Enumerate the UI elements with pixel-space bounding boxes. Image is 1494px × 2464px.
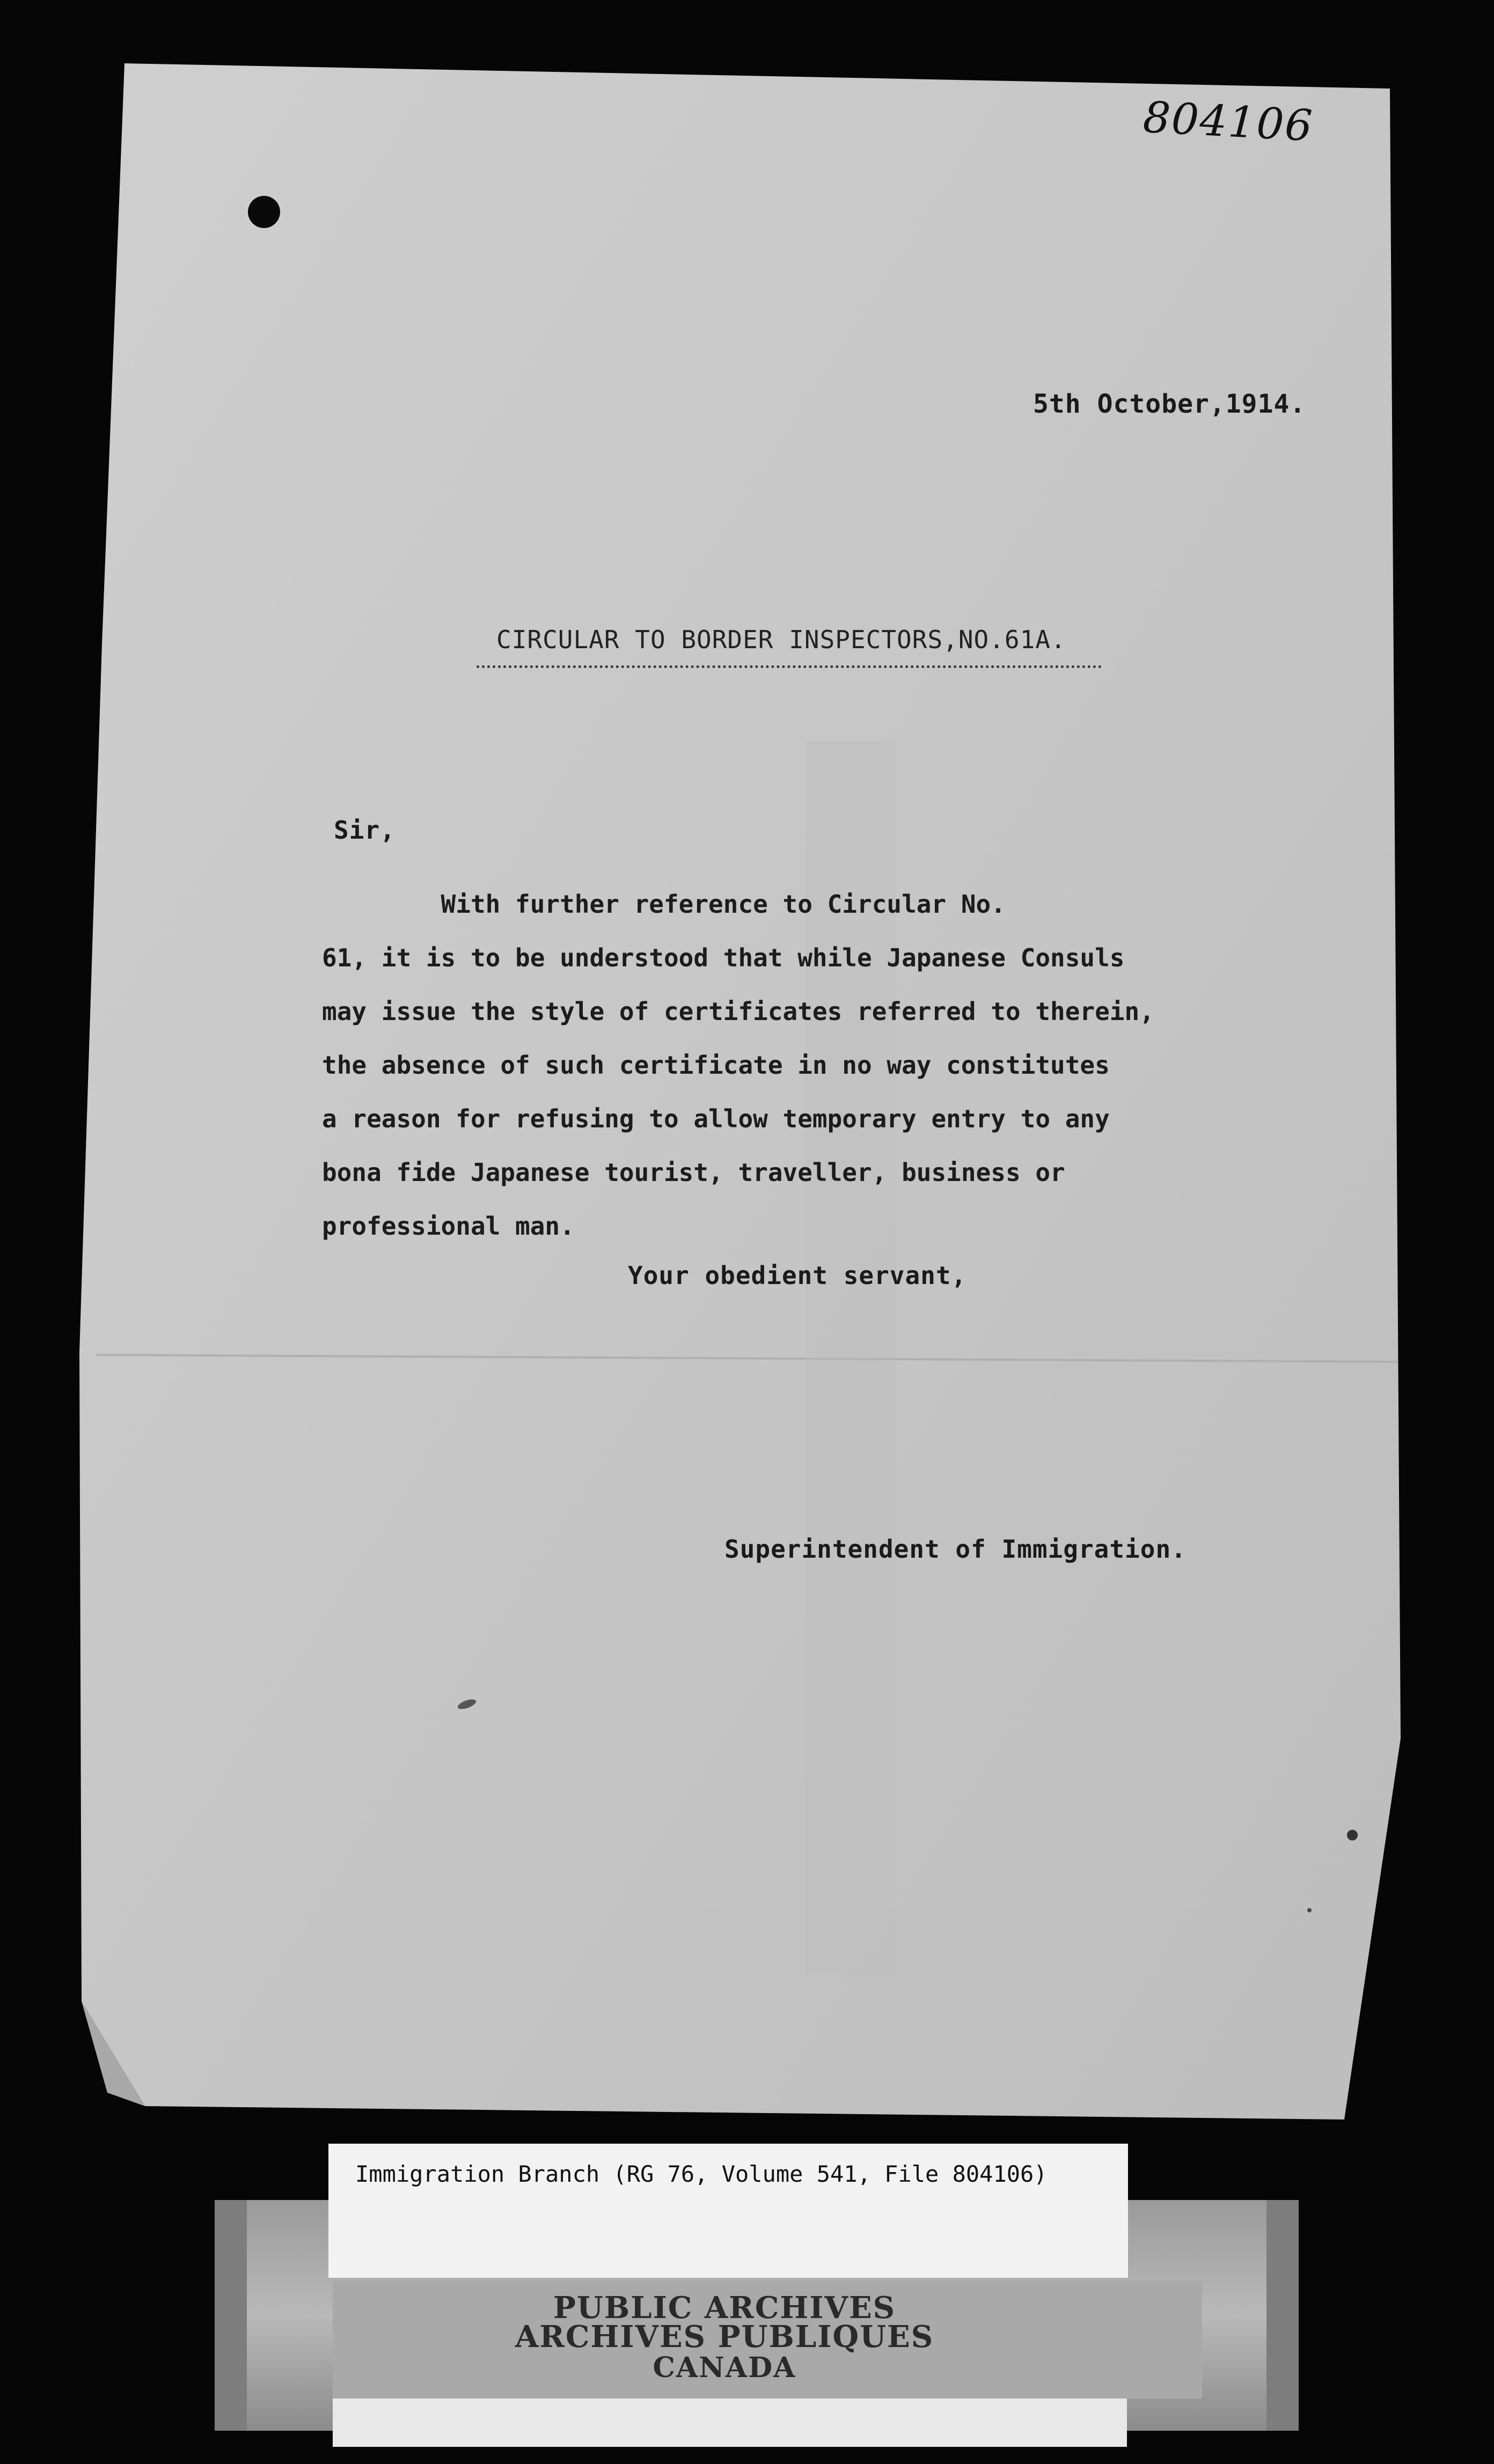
title-underline bbox=[477, 665, 1102, 668]
body-line: the absence of such certificate in no way constitutes bbox=[322, 1051, 1110, 1080]
body-line: With further reference to Circular No. bbox=[322, 890, 1006, 919]
body-line: 61, it is to be understood that while Japanese Consuls bbox=[322, 943, 1125, 972]
stamp-line-public-archives: PUBLIC ARCHIVES bbox=[553, 2290, 896, 2326]
circular-title: CIRCULAR TO BORDER INSPECTORS,NO.61A. bbox=[496, 625, 1066, 654]
body-line: a reason for refusing to allow temporary entry to any bbox=[322, 1104, 1110, 1133]
body-line: may issue the style of certificates referred to therein, bbox=[322, 997, 1154, 1026]
letter-date: 5th October,1914. bbox=[1033, 389, 1306, 419]
letter-body bbox=[322, 877, 1245, 1253]
label-card-bottom bbox=[333, 2399, 1127, 2447]
closing: Your obedient servant, bbox=[628, 1261, 967, 1290]
body-line: bona fide Japanese tourist, traveller, business or bbox=[322, 1158, 1065, 1187]
signature-title: Superintendent of Immigration. bbox=[724, 1535, 1187, 1564]
archive-reference-text: Immigration Branch (RG 76, Volume 541, File 804106) bbox=[355, 2161, 1048, 2187]
archive-reference-label bbox=[328, 2144, 1128, 2278]
stamp-line-canada: CANADA bbox=[653, 2351, 796, 2384]
salutation: Sir, bbox=[334, 816, 396, 845]
stamp-line-archives-publiques: ARCHIVES PUBLIQUES bbox=[515, 2319, 934, 2355]
file-number-handwritten: 804106 bbox=[1141, 92, 1315, 151]
body-line: professional man. bbox=[322, 1212, 575, 1241]
punch-hole bbox=[248, 196, 280, 228]
